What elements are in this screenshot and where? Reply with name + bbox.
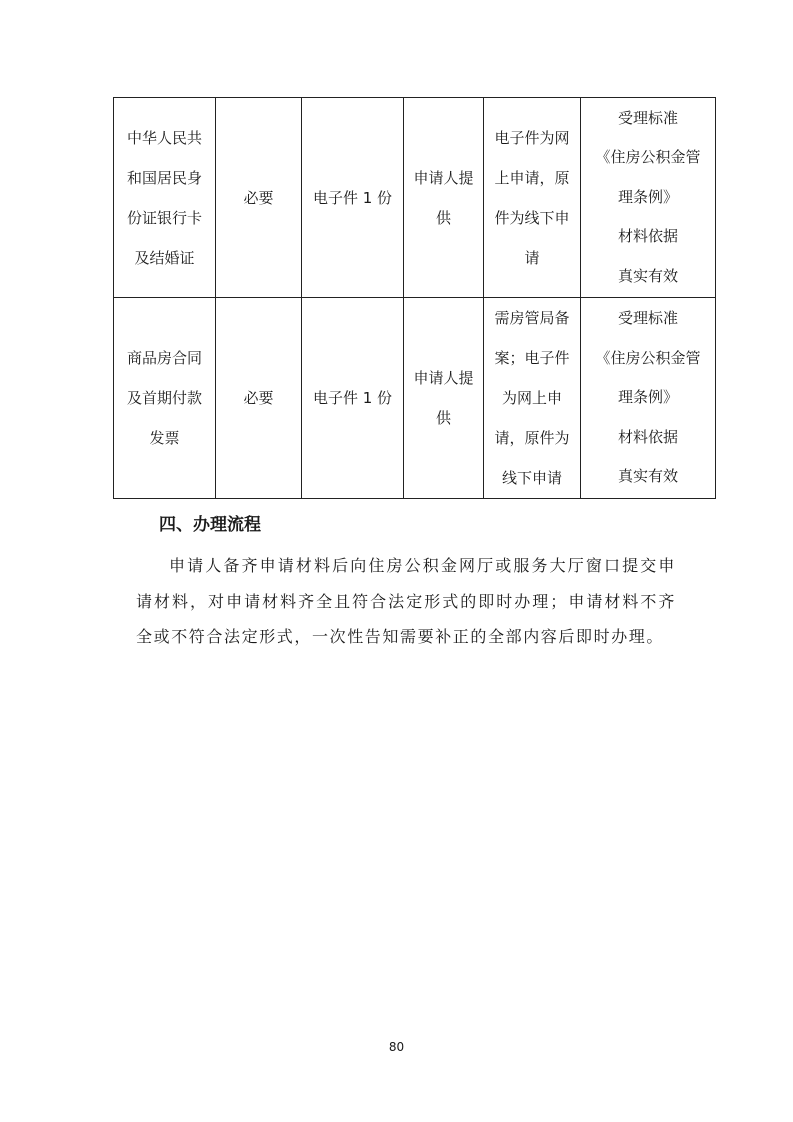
required-cell: 必要 xyxy=(216,298,302,499)
process-paragraph: 申请人备齐申请材料后向住房公积金网厅或服务大厅窗口提交申请材料，对申请材料齐全且符合法定形式的即时办理；申请材料不齐全或不符合法定形式，一次性告知需要补正的全部内容后即时办理。 xyxy=(136,556,676,646)
required-cell: 必要 xyxy=(216,98,302,298)
basis-cell: 受理标准 《住房公积金管 理条例》 材料依据 真实有效 xyxy=(581,298,716,499)
notes-cell: 电子件为网 上申请，原 件为线下申 请 xyxy=(484,98,581,298)
format-quantity-cell: 电子件 1 份 xyxy=(302,98,404,298)
section-heading: 四、办理流程 xyxy=(159,515,261,535)
table-row xyxy=(114,98,716,298)
basis-cell: 受理标准 《住房公积金管 理条例》 材料依据 真实有效 xyxy=(581,98,716,298)
page-number: 80 xyxy=(388,1040,405,1054)
material-name-cell: 商品房合同 及首期付款 发票 xyxy=(114,298,216,499)
table-row xyxy=(114,298,716,499)
source-cell: 申请人提 供 xyxy=(404,298,484,499)
materials-table xyxy=(113,97,716,499)
source-cell: 申请人提 供 xyxy=(404,98,484,298)
notes-cell: 需房管局备 案；电子件 为网上申 请，原件为 线下申请 xyxy=(484,298,581,499)
material-name-cell: 中华人民共 和国居民身 份证银行卡 及结婚证 xyxy=(114,98,216,298)
format-quantity-cell: 电子件 1 份 xyxy=(302,298,404,499)
